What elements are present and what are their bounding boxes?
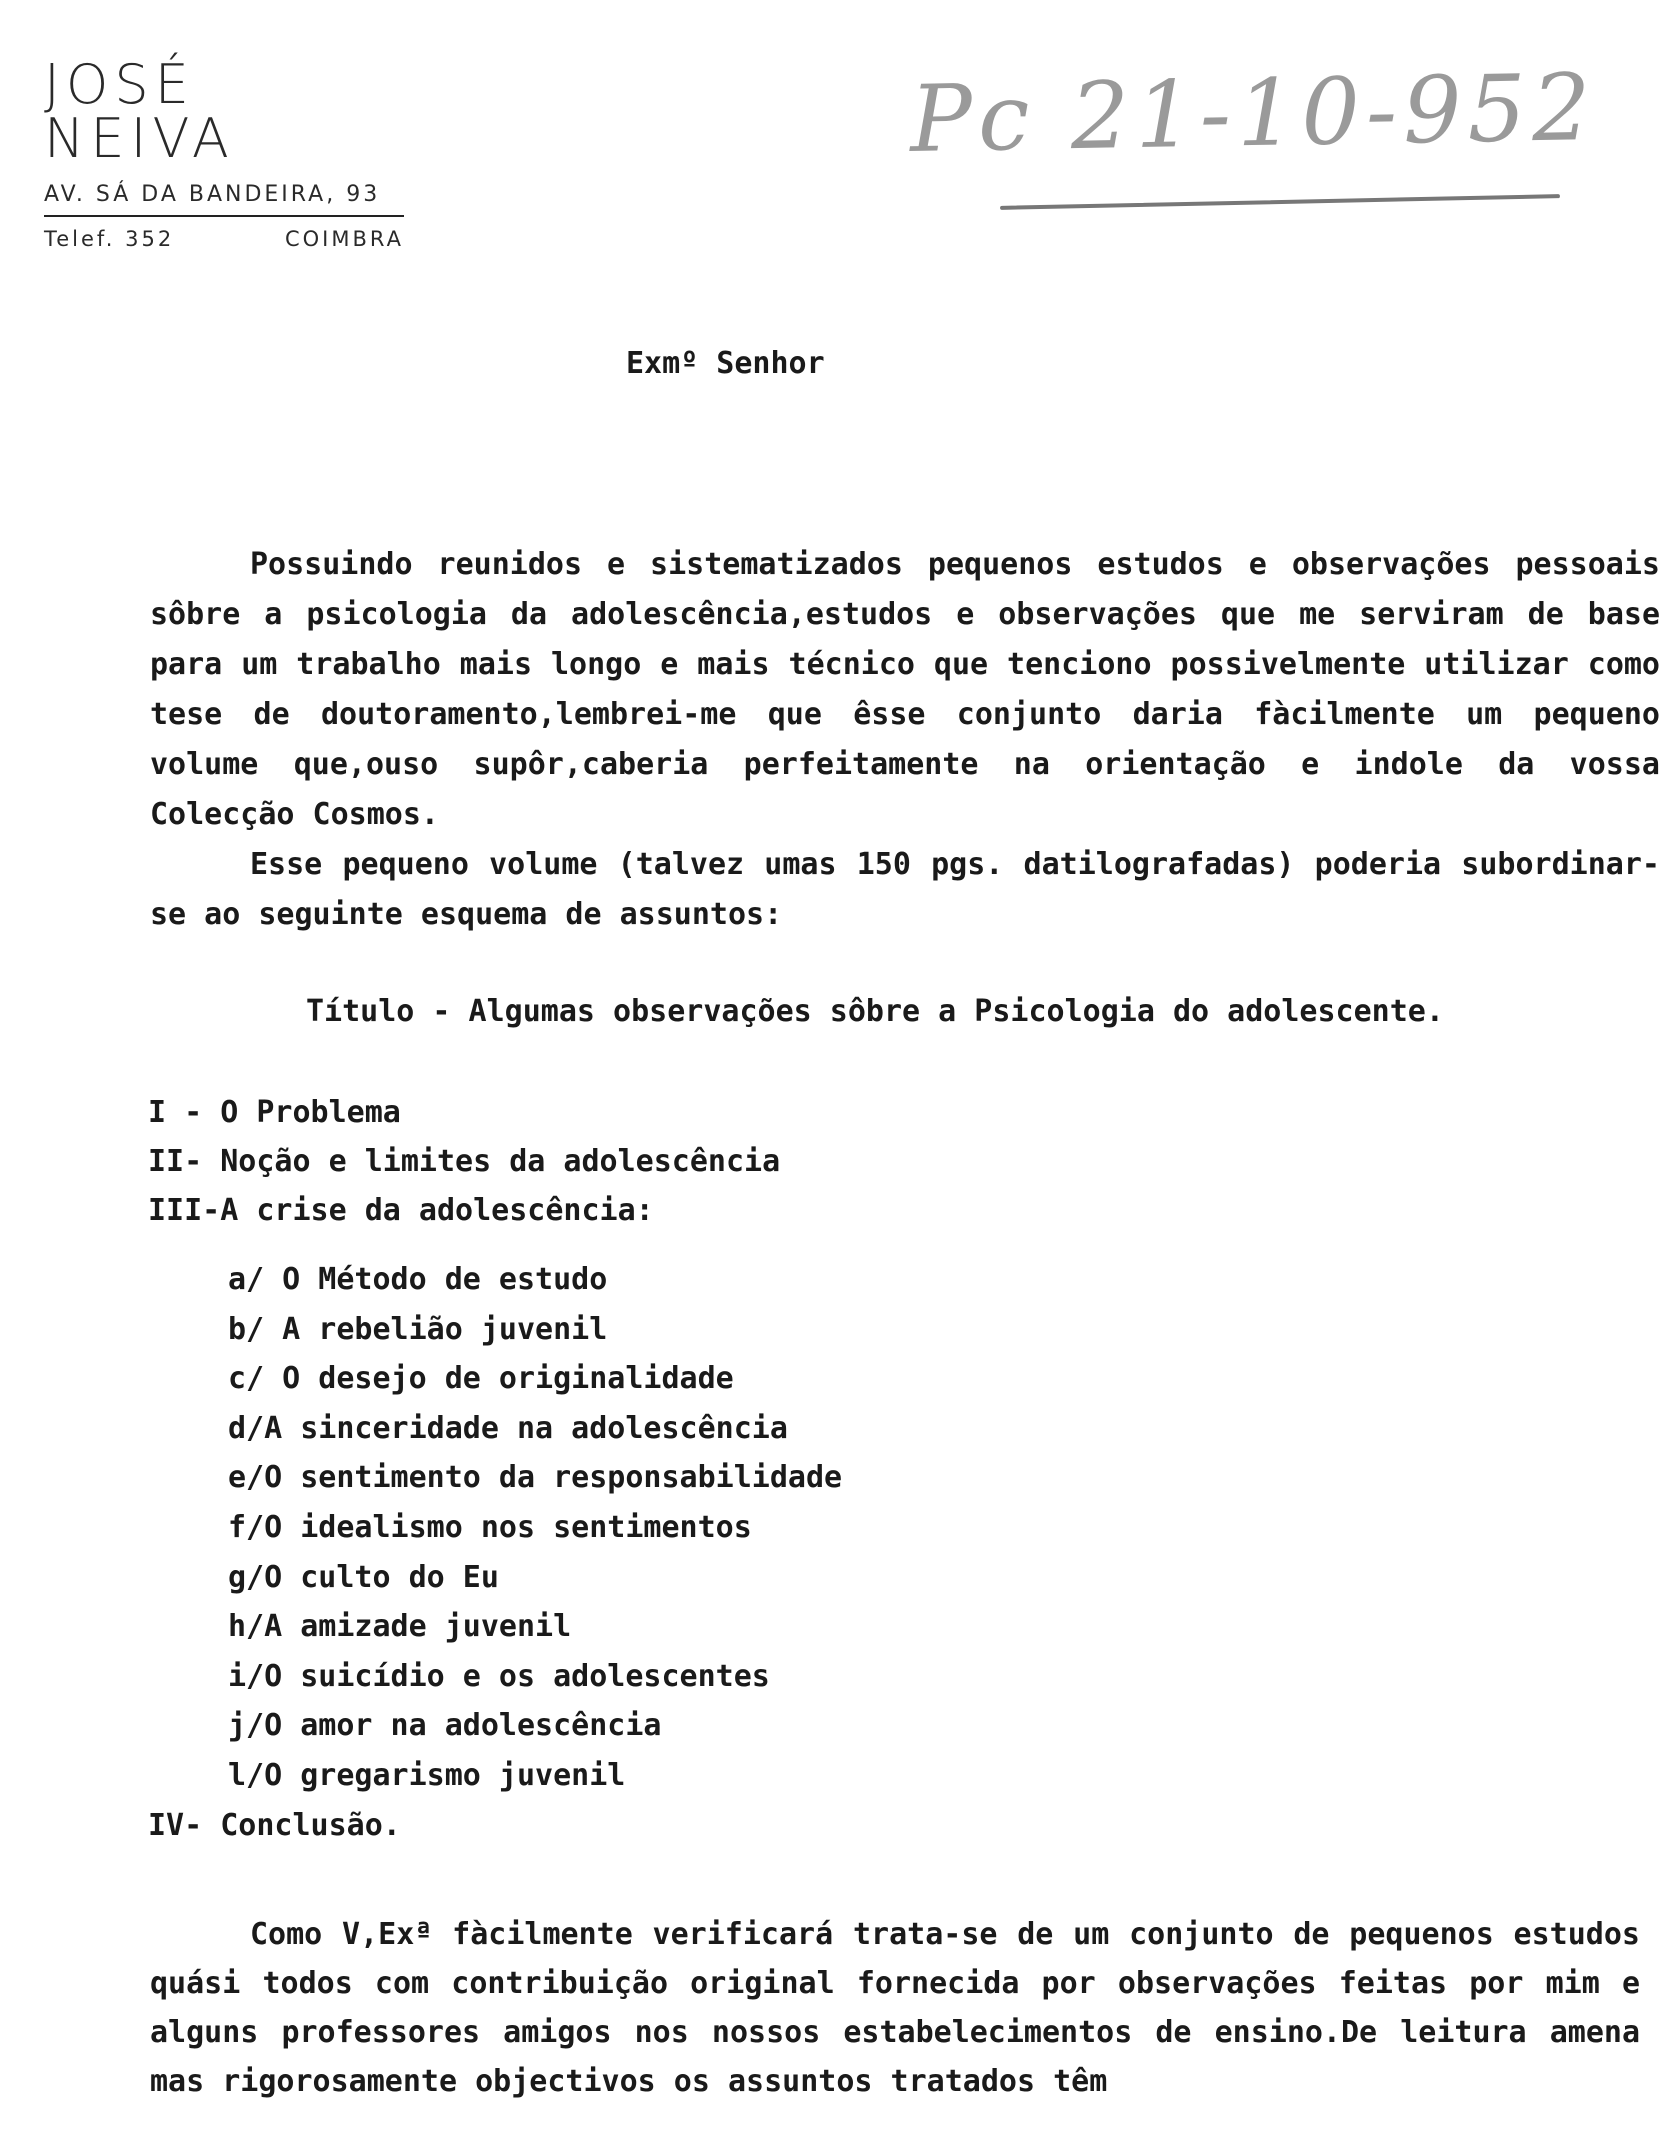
outline-subsection: i/O suicídio e os adolescentes — [228, 1658, 770, 1694]
outline-section: I - O Problema — [148, 1095, 401, 1130]
letterhead-address: AV. SÁ DA BANDEIRA, 93 — [44, 182, 404, 217]
outline-subsection: b/ A rebelião juvenil — [228, 1311, 608, 1347]
outline-subsection: h/A amizade juvenil — [228, 1609, 572, 1645]
proposed-title: Título - Algumas observações sôbre a Psicologia do adolescente. — [306, 994, 1444, 1029]
outline-subsection: c/ O desejo de originalidade — [228, 1361, 734, 1397]
paragraph-scheme: Esse pequeno volume (talvez umas 150 pgs. datilografadas) poderia subordinar-se ao seguinte esquema de assuntos: — [150, 847, 1660, 932]
letterhead-contact — [44, 227, 404, 251]
letterhead-city: COIMBRA — [284, 227, 404, 251]
salutation: Exmº Senhor — [626, 346, 825, 381]
closing-paragraph — [150, 1910, 1640, 2106]
outline-subsection: j/O amor na adolescência — [228, 1708, 662, 1744]
outline-subsection: g/O culto do Eu — [228, 1559, 499, 1595]
letterhead-phone: Telef. 352 — [44, 227, 175, 251]
outline-subsection: d/A sinceridade na adolescência — [228, 1410, 788, 1446]
outline-conclusion: IV- Conclusão. — [148, 1807, 401, 1843]
letterhead — [44, 53, 404, 251]
handwritten-underline — [1000, 194, 1560, 210]
letter-body — [150, 540, 1660, 940]
letterhead-name: JOSÉ NEIVA — [44, 53, 235, 170]
outline-section: II- Noção e limites da adolescência — [148, 1144, 781, 1179]
paragraph-closing: Como V,Exª fàcilmente verificará trata-se de um conjunto de pequenos estudos quási todos com contribuição original fornecida por observações feitas por mim e alguns professores amigos nos nossos estabelecimentos de ensino.De leitura amena mas rigorosamente objectivos os assuntos tratados têm — [150, 1917, 1640, 2099]
outline-section: III-A crise da adolescência: — [148, 1193, 654, 1228]
outline-subsection: a/ O Método de estudo — [228, 1262, 608, 1297]
paragraph-intro: Possuindo reunidos e sistematizados pequenos estudos e observações pessoais sôbre a psicologia da adolescência,estudos e observações que me serviram de base para um trabalho mais longo e mais técnico que tenciono possivelmente utilizar como tese de doutoramento,lembrei-me que êsse conjunto daria fàcilmente um pequeno volume que,ouso supôr,caberia perfeitamente na orientação e indole da vossa Colecção Cosmos. — [150, 547, 1660, 832]
outline-subsection: e/O sentimento da responsabilidade — [228, 1460, 843, 1496]
outline-subsection-list — [148, 1255, 842, 1801]
outline-subsection: f/O idealismo nos sentimentos — [228, 1509, 752, 1545]
topic-outline — [148, 1088, 842, 1850]
handwritten-date-note: Pc 21-10-952 — [909, 54, 1598, 173]
outline-subsection: l/O gregarismo juvenil — [228, 1757, 626, 1793]
